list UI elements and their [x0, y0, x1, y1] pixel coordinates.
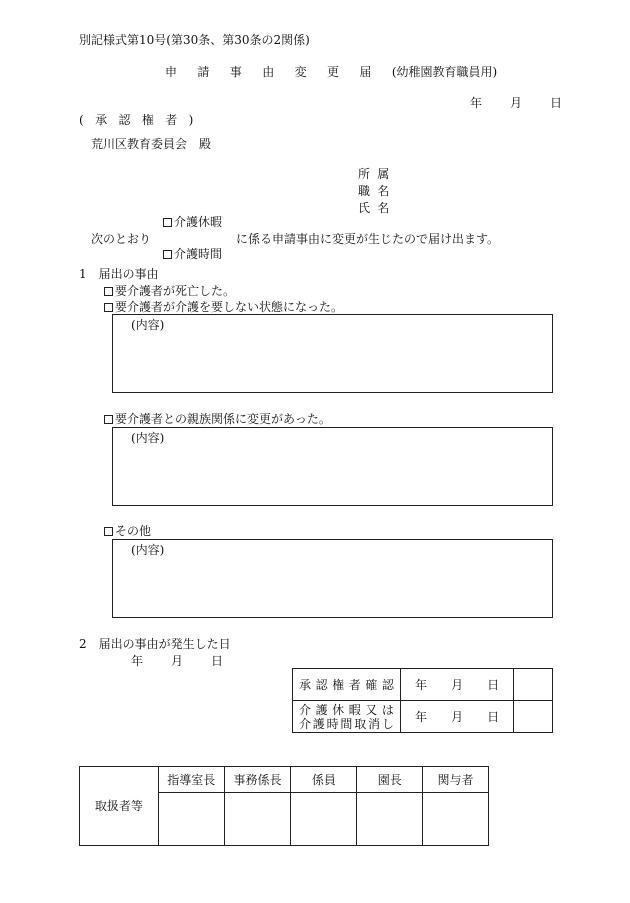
- stamp-cell-3[interactable]: [357, 793, 423, 846]
- page-title: [165, 66, 497, 78]
- checkbox-reason-no-care-needed[interactable]: [104, 303, 113, 312]
- handler-col-3: 園長: [357, 767, 423, 793]
- checkbox-care-leave[interactable]: [163, 218, 172, 227]
- reason-deceased: 要介護者が死亡した。: [104, 285, 235, 297]
- detail-box-no-care-needed[interactable]: [112, 314, 553, 393]
- confirm-seal-cancel[interactable]: [514, 701, 553, 733]
- reason-other: その他: [104, 525, 151, 537]
- confirm-row-approver: [293, 669, 553, 701]
- field-position: 職名: [358, 184, 397, 198]
- title-main: 申請事由変更届: [165, 65, 392, 79]
- date-year: 年: [470, 96, 483, 110]
- confirm-label-cancel-2: 介護時間取消し: [299, 716, 394, 731]
- detail-box-other[interactable]: [112, 539, 553, 618]
- handler-col-0: 指導室長: [158, 767, 224, 793]
- confirm-seal-approver[interactable]: [514, 669, 553, 701]
- stamp-cell-0[interactable]: [158, 793, 224, 846]
- confirm-row-cancel: [293, 701, 553, 733]
- confirm-label-cancel-1: 介護休暇又は: [299, 702, 394, 717]
- detail-label: (内容): [131, 318, 165, 332]
- confirm-label-approver: 承認権者確認: [299, 677, 394, 692]
- field-name: 氏名: [358, 201, 397, 215]
- handler-row-label: 取扱者等: [80, 767, 159, 846]
- submission-date: [470, 97, 562, 109]
- occurrence-date: 年 月 日: [131, 654, 224, 668]
- option-care-leave: 介護休暇: [163, 216, 222, 228]
- field-affiliation: 所属: [358, 167, 397, 181]
- handler-col-4: 関与者: [423, 767, 489, 793]
- stamp-cell-2[interactable]: [291, 793, 357, 846]
- reason-no-care-needed: 要介護者が介護を要しない状態になった。: [104, 301, 343, 313]
- form-number: 別記様式第10号(第30条、第30条の2関係): [79, 33, 310, 47]
- checkbox-care-time[interactable]: [163, 250, 172, 259]
- detail-label: (内容): [131, 431, 165, 445]
- addressee: 荒川区教育委員会 殿: [91, 137, 212, 151]
- handler-col-2: 係員: [291, 767, 357, 793]
- stamp-cell-1[interactable]: [224, 793, 291, 846]
- detail-box-relationship-changed[interactable]: [112, 427, 553, 506]
- confirm-table: [292, 668, 553, 733]
- date-month: 月: [510, 96, 523, 110]
- checkbox-reason-other[interactable]: [104, 527, 113, 536]
- reason-relationship-changed: 要介護者との親族関係に変更があった。: [104, 413, 331, 425]
- intro-suffix: に係る申請事由に変更が生じたので届け出ます。: [236, 232, 500, 246]
- checkbox-reason-relationship-changed[interactable]: [104, 415, 113, 424]
- confirm-date-cancel[interactable]: 年 月 日: [400, 701, 513, 733]
- section1-heading: 1 届出の事由: [79, 267, 159, 281]
- stamp-cell-4[interactable]: [423, 793, 489, 846]
- handler-col-1: 事務係長: [224, 767, 291, 793]
- confirm-date-approver[interactable]: 年 月 日: [400, 669, 513, 701]
- approver-heading: (承認権者): [79, 113, 205, 127]
- handler-table: [79, 766, 489, 846]
- date-day: 日: [550, 96, 563, 110]
- detail-label: (内容): [131, 543, 165, 557]
- checkbox-reason-deceased[interactable]: [104, 287, 113, 296]
- section2-heading: 2 届出の事由が発生した日: [79, 637, 231, 651]
- title-sub: (幼稚園教育職員用): [391, 65, 498, 79]
- intro-prefix: 次のとおり: [91, 232, 152, 246]
- handler-header-row: [80, 767, 489, 793]
- option-care-time: 介護時間: [163, 248, 222, 260]
